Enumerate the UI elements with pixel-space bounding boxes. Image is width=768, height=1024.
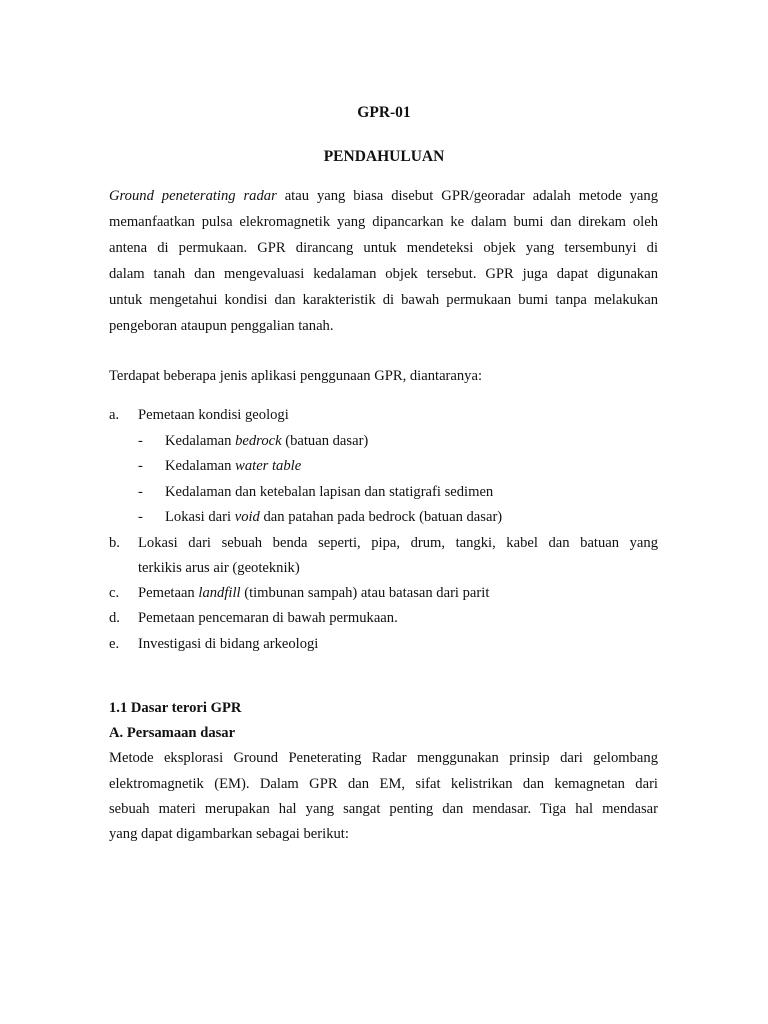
section-subheading: A. Persamaan dasar [109, 725, 236, 741]
list-marker-b: b. [109, 535, 120, 551]
section-line-2: elektromagnetik (EM). Dalam GPR dan EM, sifat kelistrikan dan kemagnetan dari [109, 776, 658, 792]
list-item-d: Pemetaan pencemaran di bawah permukaan. [138, 610, 398, 626]
section-line-1: Metode eksplorasi Ground Peneterating Radar menggunakan prinsip dari gelombang [109, 750, 658, 766]
sub-marker-4: - [138, 509, 143, 525]
list-item-a: Pemetaan kondisi geologi [138, 407, 289, 423]
document-title: GPR-01 [357, 104, 411, 121]
sub-marker-3: - [138, 484, 143, 500]
sub-item-3: Kedalaman dan ketebalan lapisan dan statigrafi sedimen [165, 484, 494, 500]
intro-line-6: pengeboran ataupun penggalian tanah. [109, 318, 334, 334]
sub-item-4: Lokasi dari void dan patahan pada bedrock (batuan dasar) [165, 509, 503, 525]
chapter-heading: PENDAHULUAN [323, 148, 445, 165]
intro-line-2: memanfaatkan pulsa elekromagnetik yang dipancarkan ke dalam bumi dan direkam oleh [109, 214, 658, 230]
section-line-4: yang dapat digambarkan sebagai berikut: [109, 826, 349, 842]
sub-marker-2: - [138, 458, 143, 474]
list-item-b-line-1: Lokasi dari sebuah benda seperti, pipa, drum, tangki, kabel dan batuan yang [138, 535, 658, 551]
list-item-b-line-2: terkikis arus air (geoteknik) [138, 560, 300, 576]
intro-line-3: antena di permukaan. GPR dirancang untuk mendeteksi objek yang tersembunyi di [109, 240, 658, 256]
list-marker-c: c. [109, 585, 120, 601]
sub-item-2: Kedalaman water table [165, 458, 302, 474]
intro-italic-term: Ground peneterating radar [109, 188, 277, 204]
intro-line-1 [109, 187, 658, 205]
intro-line-5: untuk mengetahui kondisi dan karakteristik di bawah permukaan bumi tanpa melakukan [109, 292, 658, 308]
intro-line-1-text: atau yang biasa disebut GPR/georadar adalah metode yang [276, 188, 658, 204]
intro-line-4: dalam tanah dan mengevaluasi kedalaman objek tersebut. GPR juga dapat digunakan [109, 266, 658, 282]
applications-intro: Terdapat beberapa jenis aplikasi penggunaan GPR, diantaranya: [109, 368, 483, 384]
sub-item-1: Kedalaman bedrock (batuan dasar) [165, 433, 369, 449]
section-line-3: sebuah materi merupakan hal yang sangat penting dan mendasar. Tiga hal mendasar [109, 801, 658, 817]
list-marker-d: d. [109, 610, 120, 626]
list-item-c: Pemetaan landfill (timbunan sampah) atau batasan dari parit [138, 585, 490, 601]
sub-marker-1: - [138, 433, 143, 449]
section-heading: 1.1 Dasar terori GPR [109, 700, 242, 716]
list-item-e: Investigasi di bidang arkeologi [138, 636, 319, 652]
list-marker-e: e. [109, 636, 120, 652]
list-marker-a: a. [109, 407, 120, 423]
